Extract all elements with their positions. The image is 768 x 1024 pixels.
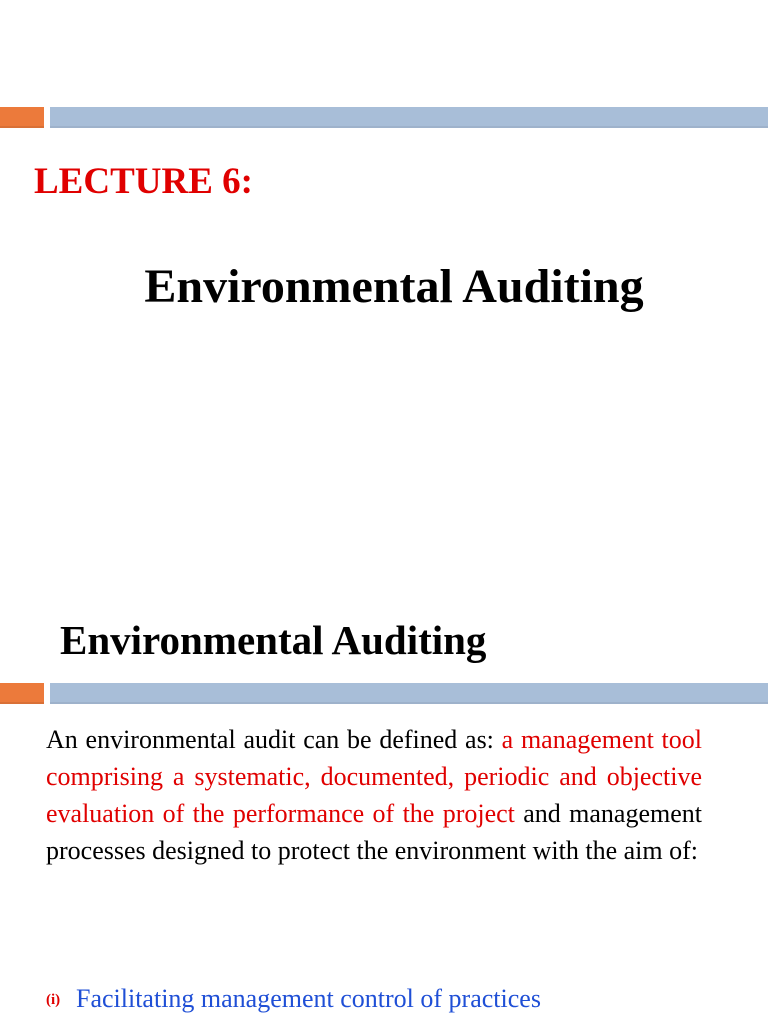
- definition-intro: An environmental audit can be defined as:: [46, 725, 502, 754]
- slide-1-title: Environmental Auditing: [144, 260, 644, 313]
- slide-2: [0, 604, 768, 1024]
- slide-1-divider-bar: [0, 107, 768, 128]
- slide-2-title: Environmental Auditing: [60, 617, 487, 663]
- divider-blue-bar: [50, 107, 768, 128]
- list-item-text: Facilitating management control of practices: [76, 984, 541, 1013]
- divider-orange-block: [0, 683, 44, 704]
- definition-highlight: a management tool comprising a systematic, documented, periodic and objective evaluation of the performance of the project: [46, 725, 702, 828]
- slide-2-divider-bar: [0, 683, 768, 704]
- lecture-label: LECTURE 6:: [34, 161, 253, 202]
- definition-paragraph: [46, 721, 702, 869]
- divider-blue-bar: [50, 683, 768, 704]
- definition-rest: and management processes designed to protect the environment with the aim of:: [46, 799, 702, 865]
- list-marker: (i): [46, 992, 61, 1008]
- divider-orange-block: [0, 107, 44, 128]
- list-item: [46, 980, 702, 1019]
